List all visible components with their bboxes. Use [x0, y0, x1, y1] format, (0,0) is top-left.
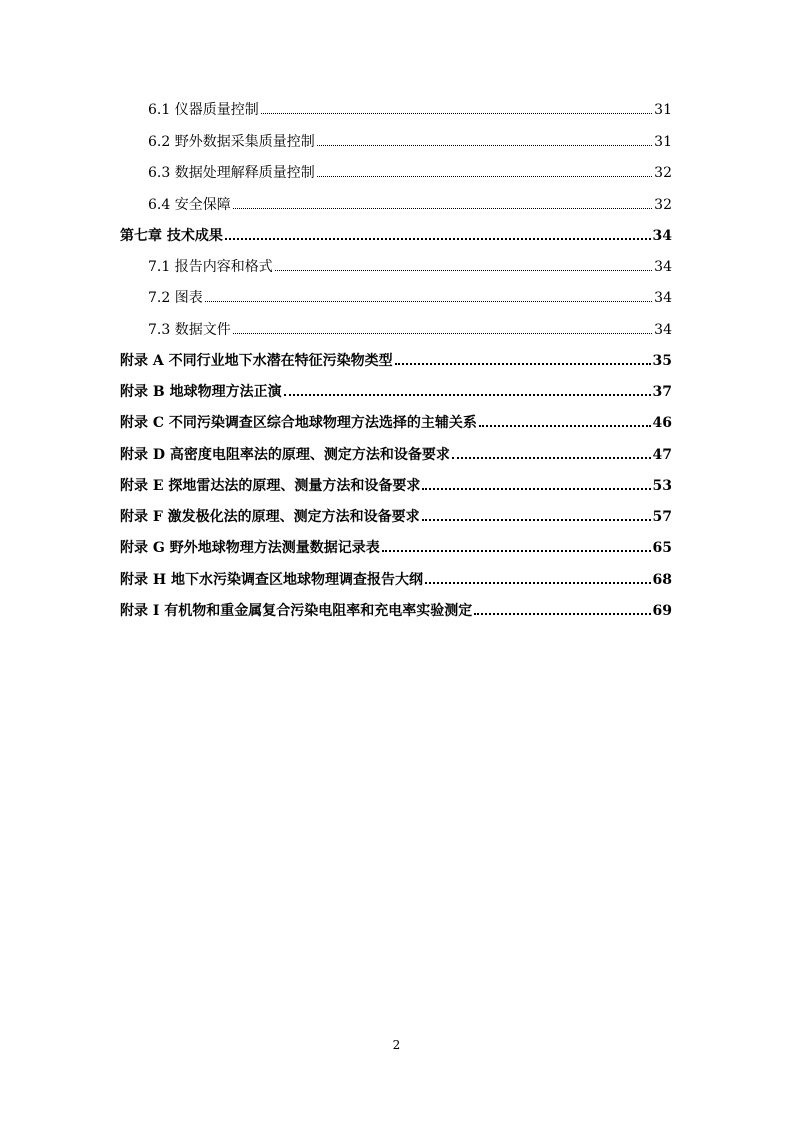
- toc-entry[interactable]: [120, 351, 672, 371]
- toc-entry-page: 68: [652, 572, 672, 588]
- toc-entry-page: 34: [654, 290, 672, 306]
- toc-entry-page: 31: [654, 134, 672, 150]
- toc-dot-leader: [261, 113, 652, 114]
- toc-dot-leader: [479, 425, 651, 427]
- toc-dot-leader: [233, 333, 652, 334]
- toc-dot-leader: [382, 550, 651, 552]
- toc-entry[interactable]: [120, 413, 672, 433]
- toc-entry-page: 32: [654, 197, 672, 213]
- toc-dot-leader: [425, 582, 651, 584]
- toc-dot-leader: [284, 394, 651, 396]
- toc-dot-leader: [395, 363, 651, 365]
- toc-entry-label: 附录 I 有机物和重金属复合污染电阻率和充电率实验测定: [120, 603, 473, 619]
- toc-entry-page: 53: [652, 478, 672, 494]
- toc-entry-label: 第七章 技术成果: [120, 228, 223, 244]
- toc-entry-page: 57: [652, 509, 672, 525]
- toc-dot-leader: [317, 176, 652, 177]
- toc-entry[interactable]: [120, 538, 672, 558]
- toc-entry-page: 46: [652, 415, 672, 431]
- toc-entry-label: 附录 G 野外地球物理方法测量数据记录表: [120, 540, 380, 556]
- toc-entry-page: 65: [652, 540, 672, 556]
- toc-entry-label: 6.3 数据处理解释质量控制: [148, 165, 315, 181]
- toc-entry[interactable]: [148, 163, 672, 183]
- toc-entry-label: 6.2 野外数据采集质量控制: [148, 134, 315, 150]
- toc-dot-leader: [422, 519, 651, 521]
- toc-entry-page: 47: [652, 447, 672, 463]
- toc-entry[interactable]: [148, 132, 672, 152]
- toc-entry-label: 附录 D 高密度电阻率法的原理、测定方法和设备要求: [120, 447, 450, 463]
- toc-entry[interactable]: [120, 382, 672, 402]
- toc-entry-label: 6.1 仪器质量控制: [148, 102, 259, 118]
- toc-entry-label: 附录 C 不同污染调查区综合地球物理方法选择的主辅关系: [120, 415, 477, 431]
- toc-entry[interactable]: [120, 570, 672, 590]
- toc-entry-page: 34: [654, 322, 672, 338]
- toc-entry[interactable]: [148, 195, 672, 215]
- toc-entry-label: 6.4 安全保障: [148, 197, 231, 213]
- toc-dot-leader: [317, 145, 652, 146]
- toc-entry[interactable]: [120, 476, 672, 496]
- toc-dot-leader: [205, 301, 652, 302]
- toc-entry-label: 附录 A 不同行业地下水潜在特征污染物类型: [120, 353, 393, 369]
- toc-entry-page: 35: [652, 353, 672, 369]
- page-number: 2: [392, 1038, 401, 1052]
- toc-dot-leader: [474, 613, 650, 615]
- toc-entry-label: 7.2 图表: [148, 290, 203, 306]
- toc-entry-label: 附录 E 探地雷达法的原理、测量方法和设备要求: [120, 478, 421, 494]
- toc-entry[interactable]: [120, 601, 672, 621]
- toc-entry[interactable]: [120, 445, 672, 465]
- toc-entry[interactable]: [120, 226, 672, 246]
- toc-dot-leader: [422, 488, 650, 490]
- toc-dot-leader: [225, 238, 651, 240]
- toc-entry-page: 34: [652, 228, 672, 244]
- toc-entry-label: 附录 F 激发极化法的原理、测定方法和设备要求: [120, 509, 420, 525]
- toc-entry-page: 37: [652, 384, 672, 400]
- toc-entry-page: 32: [654, 165, 672, 181]
- toc-entry[interactable]: [148, 288, 672, 308]
- toc-entry-page: 34: [654, 259, 672, 275]
- toc-dot-leader: [452, 457, 651, 459]
- toc-entry-page: 69: [652, 603, 672, 619]
- toc-entry-label: 附录 B 地球物理方法正演: [120, 384, 282, 400]
- toc-entry-label: 7.3 数据文件: [148, 322, 231, 338]
- toc-entry-label: 7.1 报告内容和格式: [148, 259, 273, 275]
- toc-entry[interactable]: [148, 100, 672, 120]
- toc-entry[interactable]: [148, 257, 672, 277]
- toc-entry-page: 31: [654, 102, 672, 118]
- toc-entry[interactable]: [120, 507, 672, 527]
- toc-entry[interactable]: [148, 320, 672, 340]
- toc-entry-label: 附录 H 地下水污染调查区地球物理调查报告大纲: [120, 572, 423, 588]
- toc-dot-leader: [275, 270, 652, 271]
- toc-dot-leader: [233, 208, 652, 209]
